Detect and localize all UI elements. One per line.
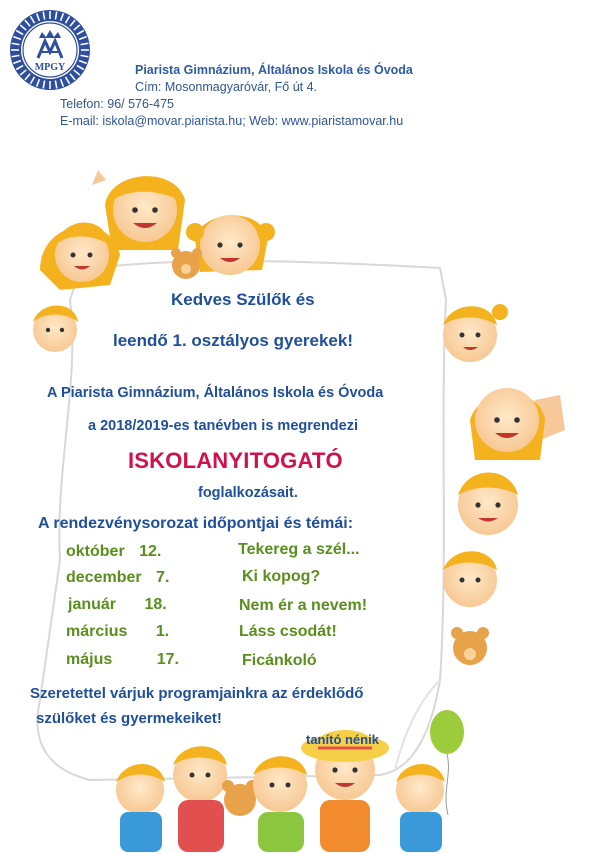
school-address: Cím: Mosonmagyaróvár, Fő út 4. [135,80,318,94]
schedule-date-1 [66,543,161,561]
signature: tanító nénik [306,732,379,747]
kid-left [33,306,78,353]
schedule-month: október [66,543,125,560]
logo-text: MPGY [34,62,66,73]
schedule-date-5 [66,651,179,669]
kid-bottom-5 [396,764,445,852]
schedule-day: 12. [139,543,162,560]
schedule-date-4 [66,623,169,641]
closing-line-2: szülőket és gyermekeiket! [36,710,222,727]
schedule-day: 17. [156,651,179,668]
kid-bottom-1 [116,764,165,852]
schedule-day: 1. [155,623,170,640]
schedule-theme-3: Nem ér a nevem! [239,597,368,614]
schedule-month: január [68,596,117,613]
schedule-day: 7. [156,569,170,586]
intro-line-1: A Piarista Gimnázium, Általános Iskola és Óvoda [47,385,384,401]
schedule-heading: A rendezvénysorozat időpontjai és témái: [38,515,354,532]
children-frame-illustration [0,160,596,853]
school-phone: Telefon: 96/ 576-475 [60,97,174,111]
schedule-date-2 [66,569,169,587]
schedule-theme-5: Ficánkoló [242,652,317,669]
kid-right-2 [470,388,565,460]
greeting-line-2: leendő 1. osztályos gyerekek! [113,331,353,350]
kid-right-1 [443,304,508,362]
kid-bottom-3 [253,756,307,852]
kid-bottom-2 [173,746,227,852]
event-title: ISKOLANYITOGATÓ [128,448,343,473]
schedule-theme-1: Tekereg a szél... [238,541,360,558]
kid-bottom-4 [301,730,389,852]
schedule-day: 18. [144,596,167,613]
schedule-month: május [66,651,113,668]
kid-right-3 [458,473,518,536]
closing-line-1: Szeretettel várjuk programjainkra az érdeklődő [30,685,364,702]
kid-top-1 [40,223,120,291]
school-logo [8,8,92,92]
school-name: Piarista Gimnázium, Általános Iskola és Óvoda [135,63,413,77]
kid-right-4 [443,551,497,607]
intro-line-3: foglalkozásait. [198,485,298,501]
teddy-bear-right [451,627,489,665]
school-contact: E-mail: iskola@movar.piarista.hu; Web: www.piaristamovar.hu [60,114,404,128]
schedule-theme-4: Láss csodát! [239,623,337,640]
intro-line-2: a 2018/2019-es tanévben is megrendezi [88,418,359,434]
schedule-date-3 [68,596,167,614]
greeting-line-1: Kedves Szülők és [171,290,315,309]
schedule-month: december [66,569,142,586]
teddy-bear-bottom [222,780,258,816]
schedule-month: március [66,623,128,640]
schedule-theme-2: Ki kopog? [242,568,321,585]
